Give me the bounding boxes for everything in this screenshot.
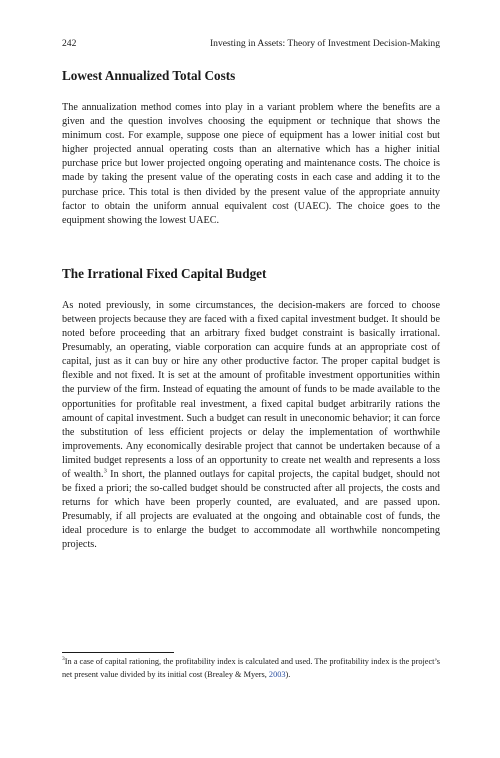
paragraph-text-part2: In short, the planned outlays for capital projects, the capital budget, should not be fixed a priori; the so-called budget should be constructed after all projects, the costs and returns for which have been properly counted, are evaluated, and are passed upon. Presumably, if all projects are evaluated at the ongoing and obtainable cost of funds, the ideal procedure is to enlarge the budget to accommodate all worthwhile noncompeting projects.	[62, 468, 440, 551]
footnote	[62, 656, 440, 681]
paragraph-annualization: The annualization method comes into play in a variant problem where the benefits are a given and the question involves choosing the equipment or technique that shows the minimum cost. For example, suppose one piece of equipment has a lower initial cost but higher projected annual operating costs than an alternative which has a higher initial purchase price but lower projected ongoing operating and maintenance costs. The choice is made by taking the present value of the operating costs in each case and adding it to the purchase price. This total is then divided by the present value of the appropriate annuity factor to obtain the uniform annual equivalent cost (UAEC). The choice goes to the equipment showing the lowest UAEC.	[62, 102, 440, 226]
footnote-text: In a case of capital rationing, the profitability index is calculated and used. The profitability index is the project’s net present value divided by its initial cost (Brealey & Myers,	[62, 657, 440, 679]
citation-link[interactable]: 2003	[268, 669, 286, 679]
footnote-reference[interactable]: 3	[103, 467, 107, 475]
page-number: 242	[62, 38, 77, 49]
section-heading-lowest-annualized-costs: Lowest Annualized Total Costs	[62, 68, 236, 83]
section-heading-fixed-capital-budget: The Irrational Fixed Capital Budget	[62, 265, 267, 281]
running-header	[62, 38, 440, 50]
footnote-divider	[62, 652, 174, 653]
paragraph-text-part1: As noted previously, in some circumstances, the decision-makers are forced to choose between projects because they are faced with a fixed capital investment budget. It should be noted before proceeding that an arbitrary fixed budget constraint is basically irrational. Presumably, an operating, viable corporation can acquire funds at an appropriate cost of capital, just as it can buy or hire any other productive factor. The proper capital budget is flexible and not fixed. It is set at the amount of profitable investment opportunities within the purview of the firm. Instead of equating the amount of funds to be made available to the opportunities for profitable real investment, a fixed capital budget arbitrarily rations the amount of capital investment. Such a budget can result in uneconomic behavior; it can force the substitution of less efficient projects or delay the implementation of worthwhile improvements. Any economically desirable project that cannot be undertaken because of a limited budget represents a loss of an opportunity to create net wealth and represents a loss of wealth.	[62, 299, 440, 480]
running-title: Investing in Assets: Theory of Investment Decision-Making	[209, 38, 440, 49]
footnote-text-end: ).	[285, 669, 291, 679]
footnote-marker: 3	[62, 656, 65, 663]
paragraph-fixed-capital-budget	[62, 299, 440, 553]
page-body	[62, 38, 440, 553]
